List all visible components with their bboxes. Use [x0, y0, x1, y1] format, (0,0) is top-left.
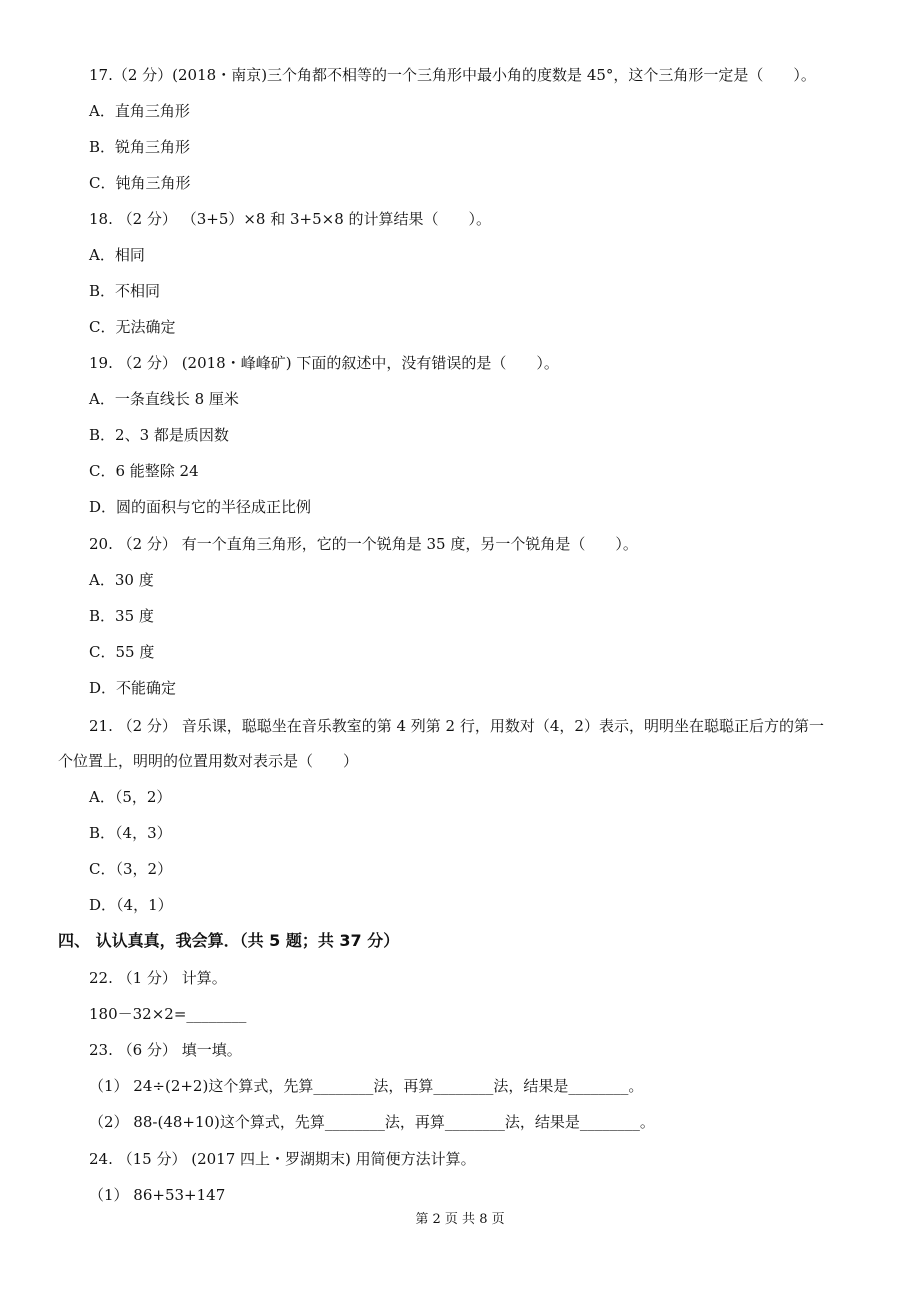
question-18-option-c: C．无法确定 — [89, 318, 176, 336]
question-21-option-d: D．（4，1） — [89, 896, 173, 914]
question-21-stem-line1: 21. （2 分） 音乐课，聪聪坐在音乐教室的第 4 列第 2 行，用数对（4，2）表示，明明坐在聪聪正后方的第一 — [89, 717, 824, 735]
question-23-part-1: （1） 24÷(2+2)这个算式，先算________法，再算________法，结果是________。 — [89, 1077, 644, 1095]
question-19-option-b: B．2、3 都是质因数 — [89, 426, 229, 444]
question-19-stem: 19. （2 分） (2018・峰峰矿) 下面的叙述中，没有错误的是（ ）。 — [89, 354, 559, 372]
question-23-stem: 23. （6 分） 填一填。 — [89, 1041, 242, 1059]
question-17-option-b: B．锐角三角形 — [89, 138, 191, 156]
question-21-stem-line2: 个位置上，明明的位置用数对表示是（ ） — [58, 752, 359, 770]
question-18-option-b: B．不相同 — [89, 282, 161, 300]
question-22-expression: 180－32×2=________ — [89, 1005, 247, 1023]
question-18-stem: 18. （2 分） （3+5）×8 和 3+5×8 的计算结果（ ）。 — [89, 210, 492, 228]
question-21-option-c: C．（3，2） — [89, 860, 173, 878]
question-19-option-d: D．圆的面积与它的半径成正比例 — [89, 498, 312, 516]
question-20-option-c: C．55 度 — [89, 643, 155, 661]
question-20-option-a: A．30 度 — [89, 571, 154, 589]
question-18-option-a: A．相同 — [89, 246, 145, 264]
page-footer: 第 2 页 共 8 页 — [415, 1212, 505, 1227]
question-22-stem: 22. （1 分） 计算。 — [89, 969, 227, 987]
question-24-part-1: （1） 86+53+147 — [89, 1186, 226, 1204]
question-21-option-a: A．（5，2） — [89, 788, 172, 806]
question-23-part-2: （2） 88-(48+10)这个算式，先算________法，再算________法，结果是________。 — [89, 1113, 655, 1131]
question-19-option-c: C．6 能整除 24 — [89, 462, 199, 480]
question-20-stem: 20. （2 分） 有一个直角三角形，它的一个锐角是 35 度，另一个锐角是（ ）。 — [89, 535, 638, 553]
question-20-option-b: B．35 度 — [89, 607, 154, 625]
question-17-stem: 17.（2 分）(2018・南京)三个角都不相等的一个三角形中最小角的度数是 45°，这个三角形一定是（ ）。 — [89, 66, 816, 84]
question-21-option-b: B．（4，3） — [89, 824, 172, 842]
question-19-option-a: A．一条直线长 8 厘米 — [89, 390, 239, 408]
question-20-option-d: D．不能确定 — [89, 679, 177, 697]
question-17-option-c: C．钝角三角形 — [89, 174, 191, 192]
section-4-heading: 四、 认认真真，我会算．（共 5 题；共 37 分） — [58, 931, 400, 950]
question-24-stem: 24. （15 分） (2017 四上・罗湖期末) 用简便方法计算。 — [89, 1150, 476, 1168]
question-17-option-a: A．直角三角形 — [89, 102, 190, 120]
